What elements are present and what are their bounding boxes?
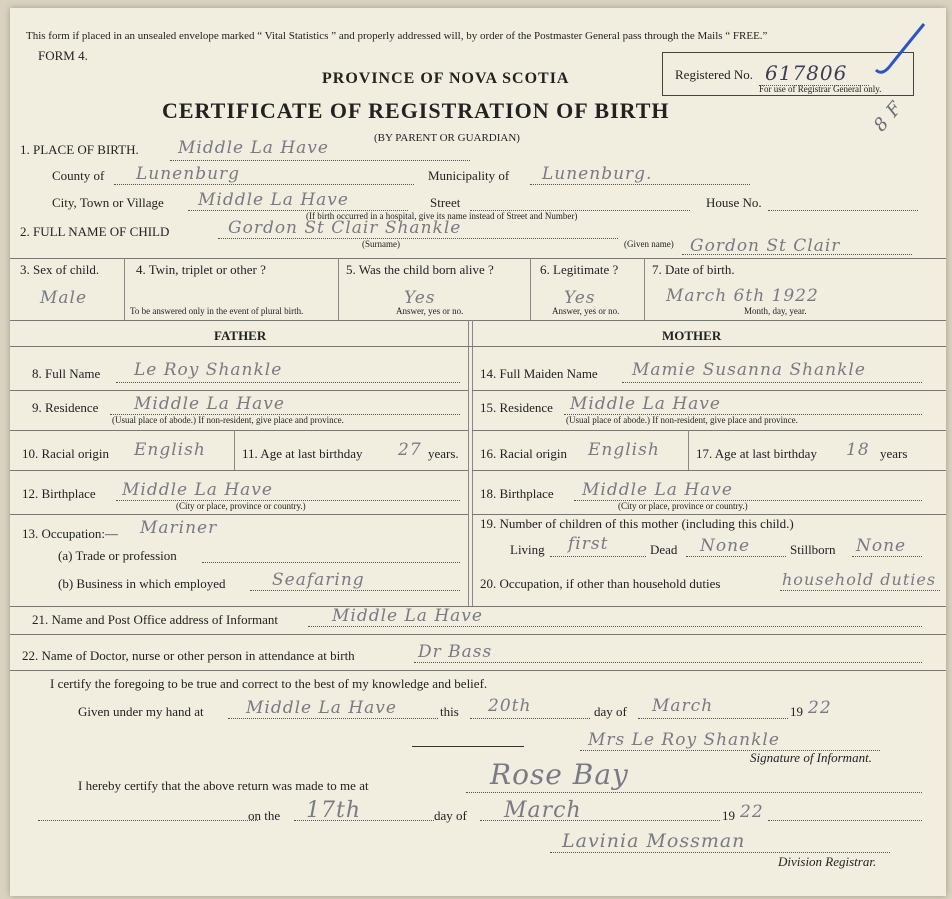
father-residence-note: (Usual place of abode.) If non-resident, give place and province. [112, 415, 344, 425]
side-mark: 8 F [869, 97, 907, 136]
sex-value: Male [40, 288, 88, 308]
mother-birthplace-note: (City or place, province or country.) [618, 501, 748, 511]
informant-address-label: 21. Name and Post Office address of Informant [32, 612, 278, 627]
certify-month-value: March [652, 696, 714, 716]
registrar-caption: Division Registrar. [778, 854, 877, 869]
registrar-place-value: Rose Bay [490, 758, 629, 791]
mother-residence-value: Middle La Have [570, 394, 721, 414]
house-label: House No. [706, 195, 762, 210]
father-age-value: 27 [398, 440, 422, 460]
certificate-subtitle: (BY PARENT OR GUARDIAN) [374, 132, 520, 144]
county-value: Lunenburg [136, 164, 241, 184]
sex-label: 3. Sex of child. [20, 262, 100, 277]
mother-birthplace-label: 18. Birthplace [480, 486, 554, 501]
twin-label: 4. Twin, triplet or other ? [136, 262, 266, 277]
father-name-value: Le Roy Shankle [134, 360, 283, 380]
registrar-month-value: March [504, 798, 582, 823]
father-race-label: 10. Racial origin [22, 446, 110, 461]
mother-name-value: Mamie Susanna Shankle [632, 360, 866, 380]
mother-stillborn-label: Stillborn [790, 542, 836, 557]
registrar-on-label: on the [248, 808, 281, 823]
legitimate-note: Answer, yes or no. [552, 306, 620, 316]
street-label: Street [430, 195, 461, 210]
father-age-label: 11. Age at last birthday [242, 446, 363, 461]
child-surname-value: Gordon St Clair Shankle [228, 218, 462, 238]
mother-age-label: 17. Age at last birthday [696, 446, 817, 461]
father-business-label: (b) Business in which employed [58, 576, 226, 591]
check-mark-icon [868, 18, 928, 78]
hospital-note: (If birth occurred in a hospital, give its name instead of Street and Number) [306, 211, 578, 221]
place-of-birth-value: Middle La Have [178, 138, 329, 158]
legitimate-value: Yes [564, 288, 596, 308]
date-label: 7. Date of birth. [652, 262, 735, 277]
mother-stillborn-value: None [856, 536, 907, 556]
form-number: FORM 4. [38, 48, 88, 63]
alive-label: 5. Was the child born alive ? [346, 262, 494, 277]
child-name-label: 2. FULL NAME OF CHILD [20, 224, 170, 239]
mother-children-label: 19. Number of children of this mother (including this child.) [480, 516, 794, 531]
city-value: Middle La Have [198, 190, 349, 210]
municipality-value: Lunenburg. [542, 164, 653, 184]
county-label: County of [52, 168, 105, 183]
child-given-value: Gordon St Clair [690, 236, 841, 256]
birth-certificate-form [10, 8, 946, 896]
registrar-dayof-label: day of [434, 808, 467, 823]
legitimate-label: 6. Legitimate ? [540, 262, 619, 277]
mother-living-value: first [568, 534, 609, 554]
mother-age-value: 18 [846, 440, 870, 460]
alive-value: Yes [404, 288, 436, 308]
registrar-year-value: 22 [740, 802, 764, 822]
father-residence-value: Middle La Have [134, 394, 285, 414]
father-occupation-value: Mariner [140, 518, 218, 538]
registrar-year-prefix: 19 [722, 808, 735, 823]
mother-heading: MOTHER [662, 328, 722, 343]
province-heading: PROVINCE OF NOVA SCOTIA [322, 70, 570, 87]
father-trade-label: (a) Trade or profession [58, 548, 177, 563]
municipality-label: Municipality of [428, 168, 510, 183]
certificate-title: CERTIFICATE OF REGISTRATION OF BIRTH [162, 98, 670, 123]
alive-note: Answer, yes or no. [396, 306, 464, 316]
father-race-value: English [134, 440, 206, 460]
mother-name-label: 14. Full Maiden Name [480, 366, 598, 381]
registrar-statement: I hereby certify that the above return was made to me at [78, 778, 369, 793]
father-heading: FATHER [214, 328, 267, 343]
mother-dead-label: Dead [650, 542, 678, 557]
mother-living-label: Living [510, 542, 545, 557]
father-name-label: 8. Full Name [32, 366, 101, 381]
father-business-value: Seafaring [272, 570, 365, 590]
father-birthplace-note: (City or place, province or country.) [176, 501, 306, 511]
mother-years: years [880, 446, 908, 461]
father-birthplace-label: 12. Birthplace [22, 486, 96, 501]
mother-occupation-value: household duties [782, 570, 937, 589]
mother-occupation-label: 20. Occupation, if other than household duties [480, 576, 721, 591]
father-residence-label: 9. Residence [32, 400, 99, 415]
certify-year-value: 22 [808, 698, 832, 718]
father-occupation-label: 13. Occupation:— [22, 526, 119, 541]
mother-birthplace-value: Middle La Have [582, 480, 733, 500]
certify-day-value: 20th [488, 696, 532, 716]
certify-dayof-label: day of [594, 704, 627, 719]
postal-notice: This form if placed in an unsealed envelope marked “ Vital Statistics ” and properly addressed will, by order of the Postmaster General pass through the Mails “ FREE.” [26, 30, 768, 42]
mother-residence-label: 15. Residence [480, 400, 553, 415]
given-place-value: Middle La Have [246, 698, 397, 718]
certify-year-prefix: 19 [790, 704, 803, 719]
mother-race-value: English [588, 440, 660, 460]
registrar-day-value: 17th [306, 798, 362, 823]
doctor-label: 22. Name of Doctor, nurse or other person in attendance at birth [22, 648, 355, 663]
date-value: March 6th 1922 [666, 286, 819, 306]
mother-residence-note: (Usual place of abode.) If non-resident, give place and province. [566, 415, 798, 425]
surname-caption: (Surname) [362, 239, 400, 249]
registrar-signature: Lavinia Mossman [562, 830, 746, 852]
certify-statement: I certify the foregoing to be true and correct to the best of my knowledge and belief. [50, 676, 488, 691]
city-label: City, Town or Village [52, 195, 164, 210]
certify-this-label: this [440, 704, 459, 719]
informant-signature-caption: Signature of Informant. [750, 750, 872, 765]
place-of-birth-label: 1. PLACE OF BIRTH. [20, 142, 139, 157]
father-birthplace-value: Middle La Have [122, 480, 273, 500]
informant-address-value: Middle La Have [332, 606, 483, 626]
mother-race-label: 16. Racial origin [480, 446, 568, 461]
date-note: Month, day, year. [744, 306, 807, 316]
mother-dead-value: None [700, 536, 751, 556]
registrar-use-note: For use of Registrar General only. [759, 84, 882, 94]
father-years: years. [428, 446, 459, 461]
registered-number: 617806 [765, 61, 848, 85]
twin-note: To be answered only in the event of plural birth. [130, 306, 304, 316]
given-under-label: Given under my hand at [78, 704, 204, 719]
given-name-caption: (Given name) [624, 239, 674, 249]
registered-label: Registered No. [675, 67, 753, 82]
doctor-value: Dr Bass [418, 642, 493, 662]
informant-signature: Mrs Le Roy Shankle [588, 730, 780, 750]
